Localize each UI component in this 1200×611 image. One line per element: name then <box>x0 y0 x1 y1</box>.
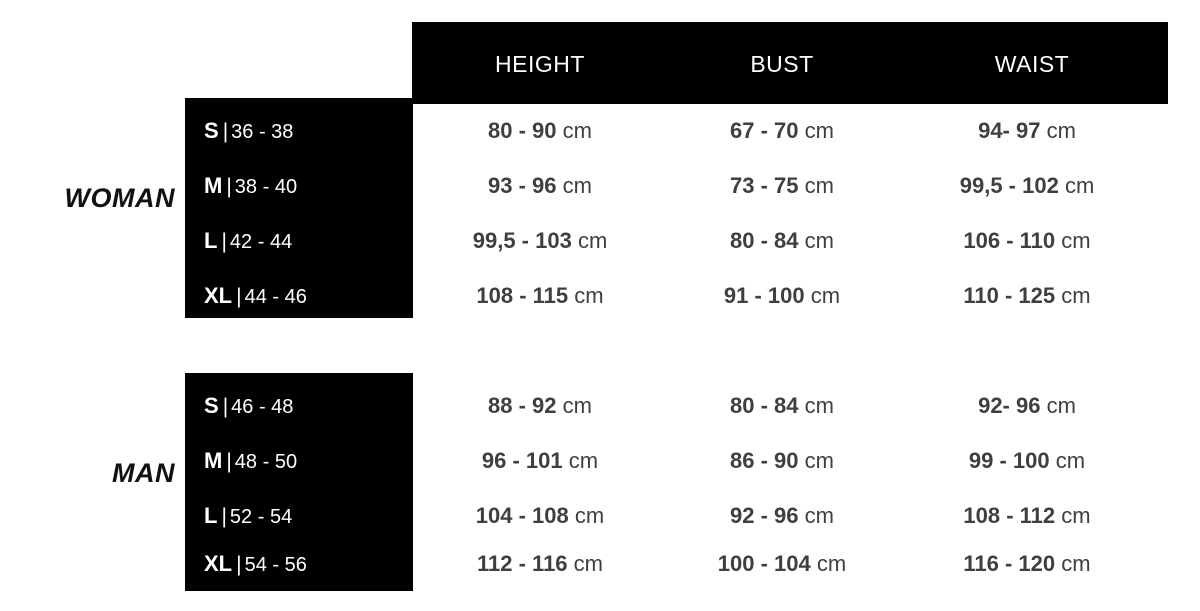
bust-cell <box>668 268 896 323</box>
waist-value: 116 - 120 <box>963 551 1056 576</box>
size-range: 42 - 44 <box>229 231 293 253</box>
size-range: 44 - 46 <box>244 286 307 308</box>
size-cell <box>185 378 413 433</box>
bust-unit: cm <box>804 173 834 198</box>
size-cell <box>185 213 413 268</box>
height-unit: cm <box>573 551 603 576</box>
bust-unit: cm <box>804 118 834 143</box>
size-separator: | <box>221 505 227 528</box>
size-cell <box>185 158 413 213</box>
waist-value: 94- 97 <box>978 118 1041 143</box>
group-label-woman: WOMAN <box>64 183 175 213</box>
table-row <box>0 378 1200 433</box>
table-row <box>0 433 1200 488</box>
size-range: 46 - 48 <box>231 396 294 418</box>
size-cell <box>185 488 413 543</box>
waist-unit: cm <box>1061 503 1091 528</box>
bust-value: 73 - 75 <box>730 173 799 198</box>
height-unit: cm <box>577 228 608 253</box>
waist-cell <box>896 536 1158 591</box>
size-range: 38 - 40 <box>234 176 298 198</box>
waist-cell <box>896 488 1158 543</box>
bust-value: 86 - 90 <box>730 448 799 473</box>
waist-value: 92- 96 <box>978 393 1041 418</box>
height-value: 96 - 101 <box>481 448 563 473</box>
bust-value: 67 - 70 <box>730 118 799 143</box>
size-separator: | <box>236 553 242 576</box>
bust-unit: cm <box>804 503 834 528</box>
bust-value: 80 - 84 <box>730 228 799 253</box>
waist-value: 110 - 125 <box>963 283 1056 308</box>
size-label: L <box>204 228 218 253</box>
bust-value: 100 - 104 <box>717 551 811 576</box>
height-cell <box>412 213 668 268</box>
bust-value: 92 - 96 <box>730 503 799 528</box>
waist-value: 99,5 - 102 <box>959 173 1059 198</box>
waist-value: 106 - 110 <box>963 228 1056 253</box>
size-label: M <box>204 448 223 473</box>
waist-value: 99 - 100 <box>968 448 1050 473</box>
height-value: 104 - 108 <box>475 503 569 528</box>
column-header-bust: BUST <box>750 51 814 77</box>
bust-cell <box>668 536 896 591</box>
size-label: S <box>204 393 219 418</box>
height-unit: cm <box>562 393 592 418</box>
waist-unit: cm <box>1061 283 1091 308</box>
table-row <box>0 213 1200 268</box>
height-value: 93 - 96 <box>488 173 557 198</box>
size-cell <box>185 433 413 488</box>
size-label: S <box>204 118 219 143</box>
bust-value: 91 - 100 <box>723 283 805 308</box>
bust-cell <box>668 213 896 268</box>
size-separator: | <box>226 450 232 473</box>
waist-unit: cm <box>1061 228 1091 253</box>
size-separator: | <box>226 175 232 198</box>
size-label: XL <box>204 551 233 576</box>
bust-unit: cm <box>816 551 847 576</box>
bust-unit: cm <box>804 393 834 418</box>
size-label: XL <box>204 283 233 308</box>
height-unit: cm <box>568 448 599 473</box>
waist-cell <box>896 103 1158 158</box>
waist-cell <box>896 433 1158 488</box>
waist-cell <box>896 213 1158 268</box>
waist-unit: cm <box>1046 393 1076 418</box>
height-cell <box>412 158 668 213</box>
waist-unit: cm <box>1055 448 1086 473</box>
size-label: L <box>204 503 218 528</box>
waist-cell <box>896 158 1158 213</box>
waist-unit: cm <box>1061 551 1091 576</box>
column-header-waist: WAIST <box>994 51 1070 77</box>
height-cell <box>412 488 668 543</box>
height-unit: cm <box>574 503 605 528</box>
waist-value: 108 - 112 <box>963 503 1056 528</box>
bust-cell <box>668 103 896 158</box>
height-value: 80 - 90 <box>488 118 557 143</box>
size-range: 54 - 56 <box>244 554 307 576</box>
waist-unit: cm <box>1046 118 1076 143</box>
height-cell <box>412 536 668 591</box>
size-separator: | <box>222 395 229 418</box>
height-cell <box>412 103 668 158</box>
height-unit: cm <box>574 283 604 308</box>
bust-value: 80 - 84 <box>730 393 799 418</box>
bust-unit: cm <box>804 448 834 473</box>
table-row <box>0 536 1200 591</box>
height-value: 99,5 - 103 <box>472 228 572 253</box>
bust-unit: cm <box>804 228 834 253</box>
column-header-height: HEIGHT <box>495 51 585 77</box>
table-row <box>0 103 1200 158</box>
size-cell <box>185 103 413 158</box>
size-cell <box>185 268 413 323</box>
height-value: 108 - 115 <box>476 283 569 308</box>
size-range: 48 - 50 <box>234 451 298 473</box>
size-separator: | <box>236 285 242 308</box>
size-range: 52 - 54 <box>229 506 293 528</box>
bust-cell <box>668 433 896 488</box>
table-row <box>0 268 1200 323</box>
size-separator: | <box>221 230 227 253</box>
waist-cell <box>896 378 1158 433</box>
size-range: 36 - 38 <box>231 121 294 143</box>
height-cell <box>412 268 668 323</box>
size-separator: | <box>222 120 229 143</box>
height-cell <box>412 433 668 488</box>
height-cell <box>412 378 668 433</box>
bust-cell <box>668 378 896 433</box>
height-value: 88 - 92 <box>488 393 557 418</box>
bust-cell <box>668 158 896 213</box>
height-unit: cm <box>562 173 592 198</box>
table-row <box>0 158 1200 213</box>
bust-cell <box>668 488 896 543</box>
height-unit: cm <box>562 118 592 143</box>
size-label: M <box>204 173 223 198</box>
waist-cell <box>896 268 1158 323</box>
bust-unit: cm <box>810 283 841 308</box>
size-cell <box>185 536 413 591</box>
waist-unit: cm <box>1064 173 1095 198</box>
table-row <box>0 488 1200 543</box>
group-label-man: MAN <box>112 458 175 488</box>
height-value: 112 - 116 <box>477 551 568 576</box>
